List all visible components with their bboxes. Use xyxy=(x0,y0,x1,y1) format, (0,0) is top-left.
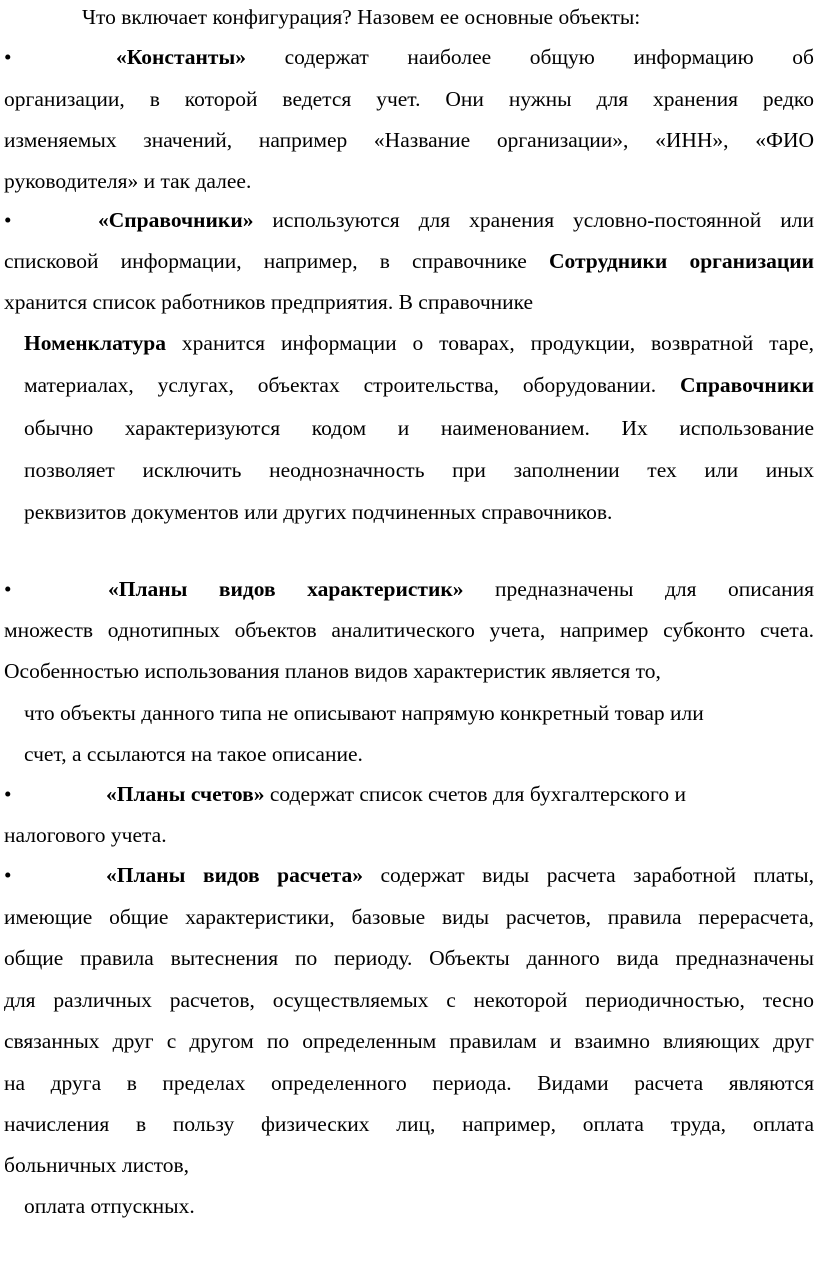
calc-types-line-1: «Планы видов расчета» содержат виды расчета заработной платы, xyxy=(106,863,814,887)
constants-line-4: руководителя» и так далее. xyxy=(4,169,252,193)
catalogs-line-1: «Справочники» используются для хранения условно-постоянной или xyxy=(98,208,814,232)
constants-line-2: организации, в которой ведется учет. Они нужны для хранения редко xyxy=(4,87,814,111)
char-types-term: «Планы видов характеристик» xyxy=(108,577,464,601)
catalogs-line-2: списковой информации, например, в справочнике Сотрудники организации xyxy=(4,249,814,273)
calc-types-line-3: общие правила вытеснения по периоду. Объекты данного вида предназначены xyxy=(4,946,814,970)
calc-types-line-7: начисления в пользу физических лиц, например, оплата труда, оплата xyxy=(4,1112,814,1136)
calc-types-line-5: связанных друг с другом по определенным правилам и взаимно влияющих друг xyxy=(4,1029,814,1053)
char-types-line-5: счет, а ссылаются на такое описание. xyxy=(24,742,363,766)
constants-line-1: «Константы» содержат наиболее общую информацию об xyxy=(116,45,814,69)
catalogs-line-3: хранится список работников предприятия. В справочнике xyxy=(4,290,534,314)
calc-types-line-8: больничных листов, xyxy=(4,1153,190,1177)
char-types-line-4: что объекты данного типа не описывают напрямую конкретный товар или xyxy=(24,701,704,725)
catalogs-line-8: реквизитов документов или других подчиненных справочников. xyxy=(24,500,613,524)
catalogs-line-4: Номенклатура хранится информации о товарах, продукции, возвратной таре, xyxy=(24,331,815,355)
calc-types-term: «Планы видов расчета» xyxy=(106,863,363,887)
accounts-line-1: «Планы счетов» содержат список счетов для бухгалтерского и xyxy=(106,782,686,806)
catalogs-line-5: материалах, услугах, объектах строительства, оборудовании. Справочники xyxy=(24,373,814,397)
bullet: • xyxy=(4,45,12,69)
calc-types-line-6: на друга в пределах определенного периода. Видами расчета являются xyxy=(4,1071,814,1095)
bullet: • xyxy=(4,782,12,806)
bullet: • xyxy=(4,863,12,887)
accounts-line-2: налогового учета. xyxy=(4,823,167,847)
intro-line: Что включает конфигурация? Назовем ее основные объекты: xyxy=(82,5,641,29)
constants-term: «Константы» xyxy=(116,45,247,69)
catalogs-line-7: позволяет исключить неоднозначность при заполнении тех или иных xyxy=(24,458,814,482)
calc-types-line-9: оплата отпускных. xyxy=(24,1194,195,1218)
constants-line-3: изменяемых значений, например «Название организации», «ИНН», «ФИО xyxy=(4,128,814,152)
calc-types-line-4: для различных расчетов, осуществляемых с некоторой периодичностью, тесно xyxy=(4,988,814,1012)
catalogs-term: «Справочники» xyxy=(98,208,254,232)
bullet: • xyxy=(4,577,12,601)
char-types-line-3: Особенностью использования планов видов характеристик является то, xyxy=(4,659,661,683)
char-types-line-1: «Планы видов характеристик» предназначены для описания xyxy=(108,577,814,601)
bullet: • xyxy=(4,208,12,232)
accounts-term: «Планы счетов» xyxy=(106,782,265,806)
catalogs-line-6: обычно характеризуются кодом и наименованием. Их использование xyxy=(24,416,814,440)
calc-types-line-2: имеющие общие характеристики, базовые виды расчетов, правила перерасчета, xyxy=(4,905,814,929)
char-types-line-2: множеств однотипных объектов аналитического учета, например субконто счета. xyxy=(4,618,814,642)
